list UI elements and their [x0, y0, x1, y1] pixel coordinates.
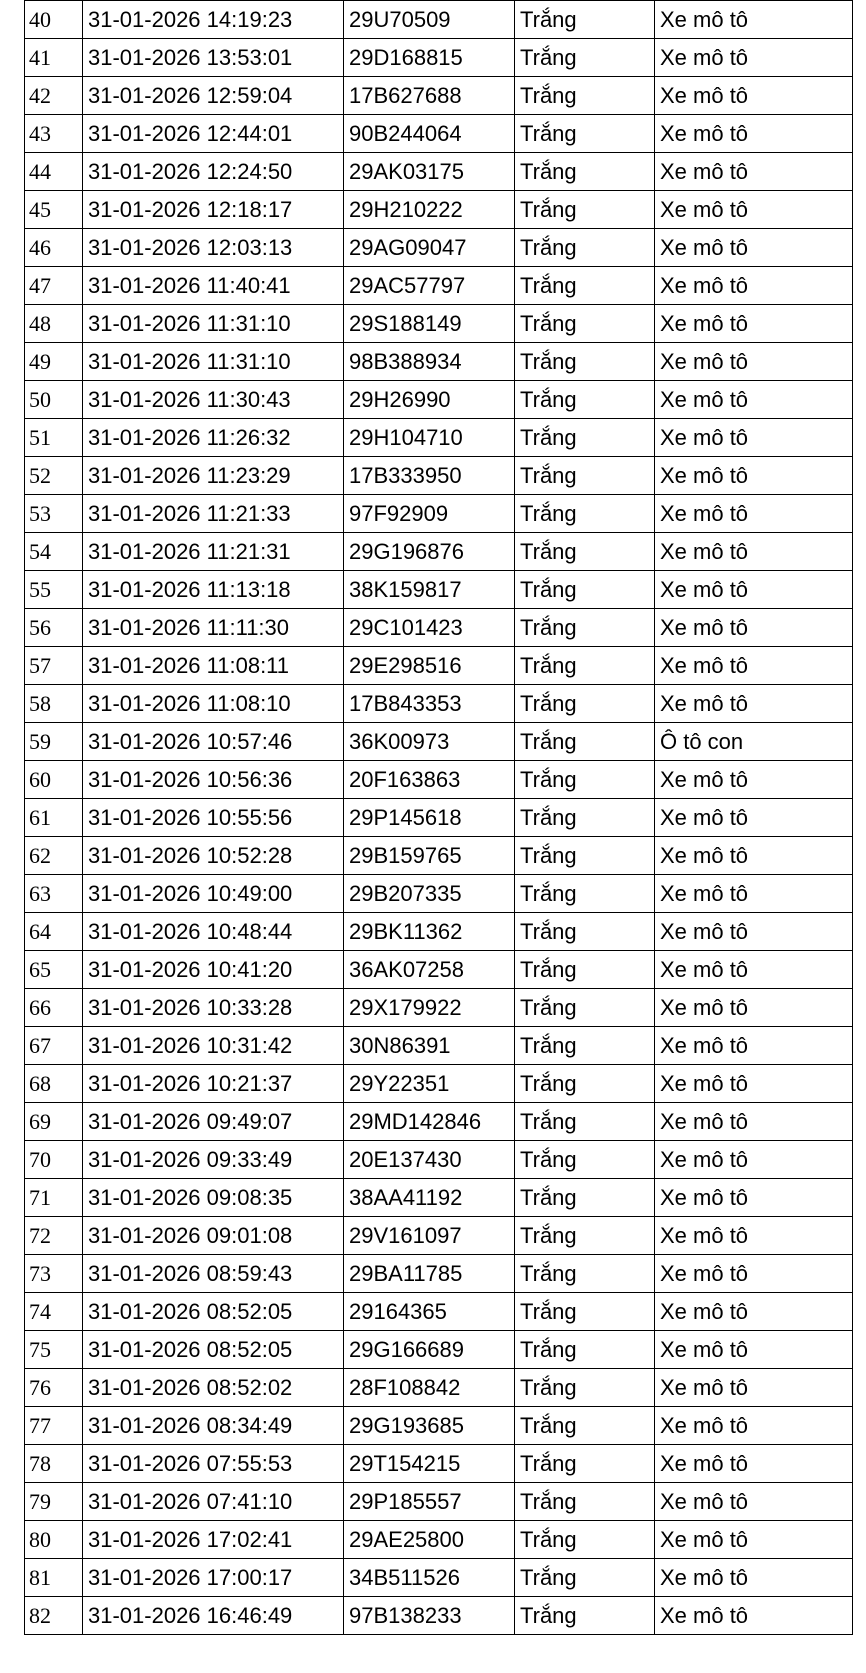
table-row [25, 1597, 853, 1635]
table-row [25, 1141, 853, 1179]
plate-color-cell: Trắng [515, 1027, 655, 1065]
license-plate-cell: 29BA11785 [344, 1255, 515, 1293]
timestamp-cell: 31-01-2026 12:44:01 [83, 115, 344, 153]
table-row [25, 1293, 853, 1331]
timestamp-cell: 31-01-2026 08:34:49 [83, 1407, 344, 1445]
timestamp-cell: 31-01-2026 17:02:41 [83, 1521, 344, 1559]
vehicle-type-cell: Xe mô tô [655, 571, 853, 609]
row-number-cell: 68 [25, 1065, 83, 1103]
timestamp-cell: 31-01-2026 17:00:17 [83, 1559, 344, 1597]
plate-color-cell: Trắng [515, 1559, 655, 1597]
license-plate-cell: 29B159765 [344, 837, 515, 875]
timestamp-cell: 31-01-2026 11:30:43 [83, 381, 344, 419]
timestamp-cell: 31-01-2026 11:26:32 [83, 419, 344, 457]
vehicle-type-cell: Xe mô tô [655, 1445, 853, 1483]
table-row [25, 1027, 853, 1065]
plate-color-cell: Trắng [515, 343, 655, 381]
license-plate-cell: 29AG09047 [344, 229, 515, 267]
row-number-cell: 75 [25, 1331, 83, 1369]
license-plate-cell: 29P185557 [344, 1483, 515, 1521]
vehicle-type-cell: Xe mô tô [655, 153, 853, 191]
row-number-cell: 79 [25, 1483, 83, 1521]
table-row [25, 761, 853, 799]
license-plate-cell: 29B207335 [344, 875, 515, 913]
table-row [25, 685, 853, 723]
timestamp-cell: 31-01-2026 10:48:44 [83, 913, 344, 951]
timestamp-cell: 31-01-2026 08:52:05 [83, 1331, 344, 1369]
plate-color-cell: Trắng [515, 419, 655, 457]
vehicle-type-cell: Xe mô tô [655, 1065, 853, 1103]
vehicle-type-cell: Xe mô tô [655, 1369, 853, 1407]
license-plate-cell: 34B511526 [344, 1559, 515, 1597]
timestamp-cell: 31-01-2026 10:56:36 [83, 761, 344, 799]
license-plate-cell: 29G196876 [344, 533, 515, 571]
row-number-cell: 73 [25, 1255, 83, 1293]
plate-color-cell: Trắng [515, 1065, 655, 1103]
timestamp-cell: 31-01-2026 11:21:33 [83, 495, 344, 533]
row-number-cell: 72 [25, 1217, 83, 1255]
plate-color-cell: Trắng [515, 609, 655, 647]
row-number-cell: 60 [25, 761, 83, 799]
license-plate-cell: 29C101423 [344, 609, 515, 647]
row-number-cell: 44 [25, 153, 83, 191]
plate-color-cell: Trắng [515, 1255, 655, 1293]
license-plate-cell: 29G193685 [344, 1407, 515, 1445]
row-number-cell: 42 [25, 77, 83, 115]
plate-color-cell: Trắng [515, 723, 655, 761]
plate-color-cell: Trắng [515, 381, 655, 419]
license-plate-cell: 97F92909 [344, 495, 515, 533]
table-row [25, 343, 853, 381]
row-number-cell: 50 [25, 381, 83, 419]
plate-color-cell: Trắng [515, 1103, 655, 1141]
license-plate-cell: 29X179922 [344, 989, 515, 1027]
license-plate-cell: 29H210222 [344, 191, 515, 229]
vehicle-type-cell: Xe mô tô [655, 191, 853, 229]
vehicle-type-cell: Xe mô tô [655, 1141, 853, 1179]
timestamp-cell: 31-01-2026 09:08:35 [83, 1179, 344, 1217]
license-plate-cell: 17B333950 [344, 457, 515, 495]
violation-table [24, 0, 853, 1635]
vehicle-type-cell: Xe mô tô [655, 913, 853, 951]
row-number-cell: 66 [25, 989, 83, 1027]
vehicle-type-cell: Xe mô tô [655, 1179, 853, 1217]
timestamp-cell: 31-01-2026 08:52:02 [83, 1369, 344, 1407]
table-row [25, 913, 853, 951]
row-number-cell: 58 [25, 685, 83, 723]
vehicle-type-cell: Xe mô tô [655, 419, 853, 457]
vehicle-type-cell: Xe mô tô [655, 1, 853, 39]
timestamp-cell: 31-01-2026 10:21:37 [83, 1065, 344, 1103]
row-number-cell: 49 [25, 343, 83, 381]
row-number-cell: 57 [25, 647, 83, 685]
row-number-cell: 65 [25, 951, 83, 989]
row-number-cell: 70 [25, 1141, 83, 1179]
table-row [25, 1103, 853, 1141]
license-plate-cell: 29AE25800 [344, 1521, 515, 1559]
vehicle-type-cell: Xe mô tô [655, 533, 853, 571]
plate-color-cell: Trắng [515, 1331, 655, 1369]
license-plate-cell: 29H104710 [344, 419, 515, 457]
timestamp-cell: 31-01-2026 11:11:30 [83, 609, 344, 647]
row-number-cell: 64 [25, 913, 83, 951]
timestamp-cell: 31-01-2026 11:21:31 [83, 533, 344, 571]
vehicle-type-cell: Xe mô tô [655, 1103, 853, 1141]
license-plate-cell: 29MD142846 [344, 1103, 515, 1141]
timestamp-cell: 31-01-2026 12:24:50 [83, 153, 344, 191]
license-plate-cell: 20F163863 [344, 761, 515, 799]
row-number-cell: 67 [25, 1027, 83, 1065]
row-number-cell: 46 [25, 229, 83, 267]
table-row [25, 191, 853, 229]
row-number-cell: 71 [25, 1179, 83, 1217]
table-row [25, 1369, 853, 1407]
row-number-cell: 59 [25, 723, 83, 761]
table-row [25, 305, 853, 343]
timestamp-cell: 31-01-2026 08:59:43 [83, 1255, 344, 1293]
row-number-cell: 77 [25, 1407, 83, 1445]
row-number-cell: 40 [25, 1, 83, 39]
plate-color-cell: Trắng [515, 989, 655, 1027]
row-number-cell: 61 [25, 799, 83, 837]
table-row [25, 1217, 853, 1255]
row-number-cell: 81 [25, 1559, 83, 1597]
license-plate-cell: 29AC57797 [344, 267, 515, 305]
table-row [25, 1179, 853, 1217]
row-number-cell: 76 [25, 1369, 83, 1407]
plate-color-cell: Trắng [515, 1293, 655, 1331]
plate-color-cell: Trắng [515, 191, 655, 229]
timestamp-cell: 31-01-2026 10:49:00 [83, 875, 344, 913]
timestamp-cell: 31-01-2026 12:03:13 [83, 229, 344, 267]
timestamp-cell: 31-01-2026 12:18:17 [83, 191, 344, 229]
plate-color-cell: Trắng [515, 1141, 655, 1179]
license-plate-cell: 36K00973 [344, 723, 515, 761]
vehicle-type-cell: Xe mô tô [655, 1255, 853, 1293]
plate-color-cell: Trắng [515, 1445, 655, 1483]
row-number-cell: 56 [25, 609, 83, 647]
table-row [25, 609, 853, 647]
table-row [25, 1559, 853, 1597]
plate-color-cell: Trắng [515, 229, 655, 267]
plate-color-cell: Trắng [515, 1483, 655, 1521]
license-plate-cell: 28F108842 [344, 1369, 515, 1407]
vehicle-type-cell: Xe mô tô [655, 77, 853, 115]
table-row [25, 153, 853, 191]
license-plate-cell: 29G166689 [344, 1331, 515, 1369]
timestamp-cell: 31-01-2026 07:55:53 [83, 1445, 344, 1483]
timestamp-cell: 31-01-2026 08:52:05 [83, 1293, 344, 1331]
license-plate-cell: 29T154215 [344, 1445, 515, 1483]
vehicle-type-cell: Xe mô tô [655, 799, 853, 837]
table-row [25, 1331, 853, 1369]
plate-color-cell: Trắng [515, 495, 655, 533]
vehicle-type-cell: Xe mô tô [655, 457, 853, 495]
row-number-cell: 54 [25, 533, 83, 571]
vehicle-type-cell: Xe mô tô [655, 875, 853, 913]
license-plate-cell: 29E298516 [344, 647, 515, 685]
timestamp-cell: 31-01-2026 11:31:10 [83, 343, 344, 381]
vehicle-type-cell: Xe mô tô [655, 647, 853, 685]
table-row [25, 77, 853, 115]
table-row [25, 799, 853, 837]
row-number-cell: 80 [25, 1521, 83, 1559]
vehicle-type-cell: Xe mô tô [655, 1293, 853, 1331]
table-row [25, 1483, 853, 1521]
plate-color-cell: Trắng [515, 571, 655, 609]
plate-color-cell: Trắng [515, 1179, 655, 1217]
table-row [25, 419, 853, 457]
row-number-cell: 74 [25, 1293, 83, 1331]
timestamp-cell: 31-01-2026 14:19:23 [83, 1, 344, 39]
license-plate-cell: 38AA41192 [344, 1179, 515, 1217]
vehicle-type-cell: Xe mô tô [655, 229, 853, 267]
vehicle-type-cell: Xe mô tô [655, 1331, 853, 1369]
license-plate-cell: 38K159817 [344, 571, 515, 609]
table-row [25, 457, 853, 495]
plate-color-cell: Trắng [515, 951, 655, 989]
license-plate-cell: 29D168815 [344, 39, 515, 77]
license-plate-cell: 29S188149 [344, 305, 515, 343]
row-number-cell: 69 [25, 1103, 83, 1141]
row-number-cell: 63 [25, 875, 83, 913]
table-row [25, 115, 853, 153]
license-plate-cell: 17B843353 [344, 685, 515, 723]
row-number-cell: 78 [25, 1445, 83, 1483]
timestamp-cell: 31-01-2026 10:57:46 [83, 723, 344, 761]
license-plate-cell: 29P145618 [344, 799, 515, 837]
vehicle-type-cell: Xe mô tô [655, 343, 853, 381]
plate-color-cell: Trắng [515, 799, 655, 837]
timestamp-cell: 31-01-2026 11:40:41 [83, 267, 344, 305]
table-row [25, 1445, 853, 1483]
table-row [25, 1, 853, 39]
timestamp-cell: 31-01-2026 11:23:29 [83, 457, 344, 495]
license-plate-cell: 97B138233 [344, 1597, 515, 1635]
plate-color-cell: Trắng [515, 305, 655, 343]
violation-table-body [25, 1, 853, 1635]
timestamp-cell: 31-01-2026 11:13:18 [83, 571, 344, 609]
timestamp-cell: 31-01-2026 09:49:07 [83, 1103, 344, 1141]
timestamp-cell: 31-01-2026 12:59:04 [83, 77, 344, 115]
row-number-cell: 53 [25, 495, 83, 533]
vehicle-type-cell: Xe mô tô [655, 685, 853, 723]
plate-color-cell: Trắng [515, 457, 655, 495]
license-plate-cell: 29U70509 [344, 1, 515, 39]
table-row [25, 989, 853, 1027]
plate-color-cell: Trắng [515, 533, 655, 571]
license-plate-cell: 29164365 [344, 1293, 515, 1331]
vehicle-type-cell: Xe mô tô [655, 115, 853, 153]
vehicle-type-cell: Xe mô tô [655, 837, 853, 875]
vehicle-type-cell: Xe mô tô [655, 39, 853, 77]
row-number-cell: 62 [25, 837, 83, 875]
timestamp-cell: 31-01-2026 10:31:42 [83, 1027, 344, 1065]
table-row [25, 267, 853, 305]
license-plate-cell: 20E137430 [344, 1141, 515, 1179]
row-number-cell: 47 [25, 267, 83, 305]
table-row [25, 571, 853, 609]
license-plate-cell: 98B388934 [344, 343, 515, 381]
vehicle-type-cell: Xe mô tô [655, 1597, 853, 1635]
row-number-cell: 43 [25, 115, 83, 153]
table-row [25, 723, 853, 761]
vehicle-type-cell: Xe mô tô [655, 951, 853, 989]
license-plate-cell: 29Y22351 [344, 1065, 515, 1103]
plate-color-cell: Trắng [515, 39, 655, 77]
plate-color-cell: Trắng [515, 647, 655, 685]
vehicle-type-cell: Xe mô tô [655, 381, 853, 419]
table-row [25, 1521, 853, 1559]
timestamp-cell: 31-01-2026 11:08:10 [83, 685, 344, 723]
plate-color-cell: Trắng [515, 1521, 655, 1559]
timestamp-cell: 31-01-2026 10:55:56 [83, 799, 344, 837]
plate-color-cell: Trắng [515, 761, 655, 799]
table-row [25, 229, 853, 267]
table-row [25, 875, 853, 913]
row-number-cell: 48 [25, 305, 83, 343]
vehicle-type-cell: Xe mô tô [655, 267, 853, 305]
table-row [25, 1065, 853, 1103]
license-plate-cell: 29H26990 [344, 381, 515, 419]
table-row [25, 39, 853, 77]
vehicle-type-cell: Xe mô tô [655, 1521, 853, 1559]
vehicle-type-cell: Xe mô tô [655, 1559, 853, 1597]
timestamp-cell: 31-01-2026 09:01:08 [83, 1217, 344, 1255]
timestamp-cell: 31-01-2026 07:41:10 [83, 1483, 344, 1521]
plate-color-cell: Trắng [515, 837, 655, 875]
plate-color-cell: Trắng [515, 875, 655, 913]
row-number-cell: 82 [25, 1597, 83, 1635]
table-row [25, 533, 853, 571]
license-plate-cell: 29AK03175 [344, 153, 515, 191]
timestamp-cell: 31-01-2026 11:31:10 [83, 305, 344, 343]
plate-color-cell: Trắng [515, 685, 655, 723]
timestamp-cell: 31-01-2026 10:41:20 [83, 951, 344, 989]
vehicle-type-cell: Xe mô tô [655, 1407, 853, 1445]
row-number-cell: 52 [25, 457, 83, 495]
vehicle-type-cell: Xe mô tô [655, 495, 853, 533]
vehicle-type-cell: Xe mô tô [655, 305, 853, 343]
table-row [25, 381, 853, 419]
timestamp-cell: 31-01-2026 16:46:49 [83, 1597, 344, 1635]
row-number-cell: 45 [25, 191, 83, 229]
row-number-cell: 51 [25, 419, 83, 457]
plate-color-cell: Trắng [515, 77, 655, 115]
table-row [25, 951, 853, 989]
vehicle-type-cell: Ô tô con [655, 723, 853, 761]
vehicle-type-cell: Xe mô tô [655, 761, 853, 799]
plate-color-cell: Trắng [515, 913, 655, 951]
vehicle-type-cell: Xe mô tô [655, 1027, 853, 1065]
license-plate-cell: 36AK07258 [344, 951, 515, 989]
row-number-cell: 41 [25, 39, 83, 77]
plate-color-cell: Trắng [515, 1217, 655, 1255]
table-row [25, 495, 853, 533]
license-plate-cell: 29V161097 [344, 1217, 515, 1255]
vehicle-type-cell: Xe mô tô [655, 1217, 853, 1255]
timestamp-cell: 31-01-2026 11:08:11 [83, 647, 344, 685]
plate-color-cell: Trắng [515, 1369, 655, 1407]
timestamp-cell: 31-01-2026 13:53:01 [83, 39, 344, 77]
plate-color-cell: Trắng [515, 1407, 655, 1445]
plate-color-cell: Trắng [515, 1597, 655, 1635]
timestamp-cell: 31-01-2026 09:33:49 [83, 1141, 344, 1179]
vehicle-type-cell: Xe mô tô [655, 1483, 853, 1521]
plate-color-cell: Trắng [515, 115, 655, 153]
row-number-cell: 55 [25, 571, 83, 609]
timestamp-cell: 31-01-2026 10:52:28 [83, 837, 344, 875]
license-plate-cell: 29BK11362 [344, 913, 515, 951]
timestamp-cell: 31-01-2026 10:33:28 [83, 989, 344, 1027]
vehicle-type-cell: Xe mô tô [655, 609, 853, 647]
table-row [25, 837, 853, 875]
table-row [25, 1255, 853, 1293]
table-row [25, 647, 853, 685]
plate-color-cell: Trắng [515, 267, 655, 305]
plate-color-cell: Trắng [515, 153, 655, 191]
plate-color-cell: Trắng [515, 1, 655, 39]
table-row [25, 1407, 853, 1445]
vehicle-type-cell: Xe mô tô [655, 989, 853, 1027]
license-plate-cell: 30N86391 [344, 1027, 515, 1065]
license-plate-cell: 17B627688 [344, 77, 515, 115]
license-plate-cell: 90B244064 [344, 115, 515, 153]
